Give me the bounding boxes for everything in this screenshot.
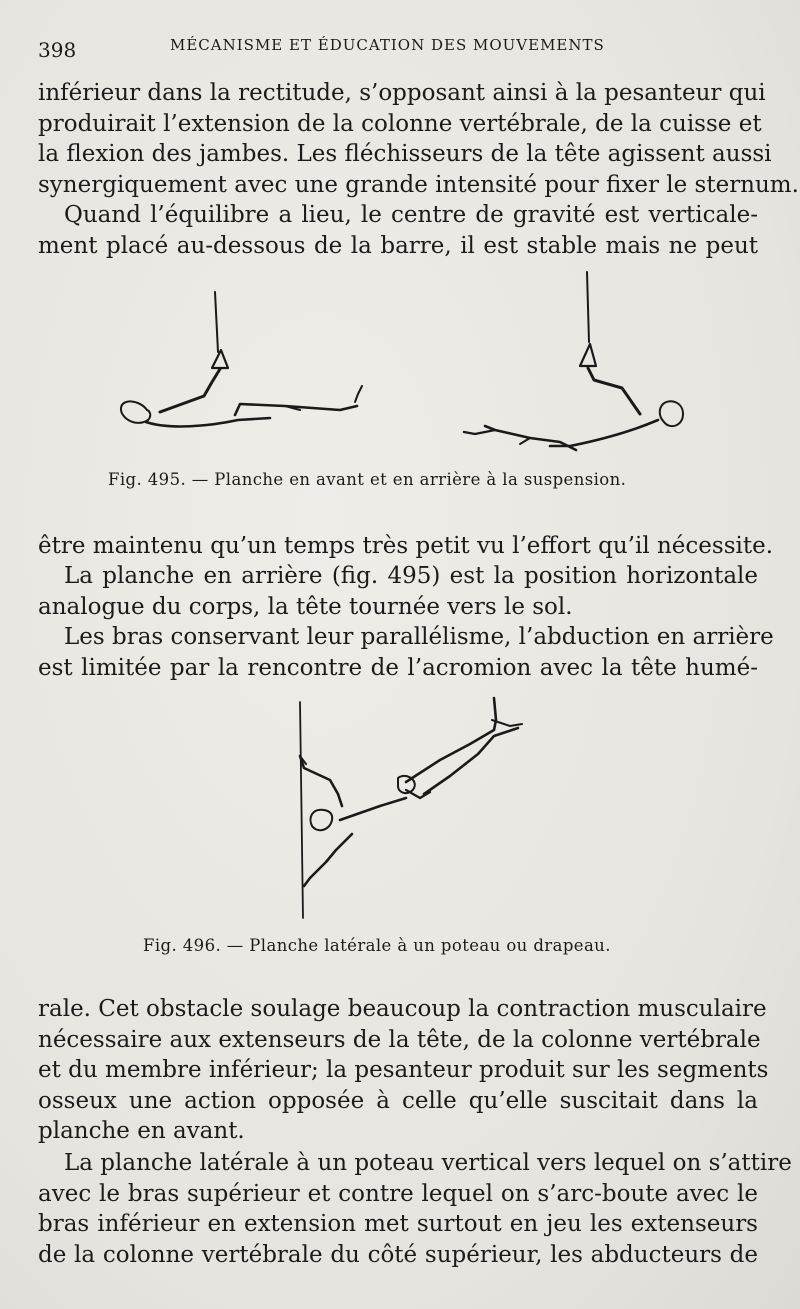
text-line: ment placé au-dessous de la barre, il est stable mais ne peut (38, 232, 758, 259)
paragraph-5 (38, 622, 774, 683)
text-line: avec le bras supérieur et contre lequel on s’arc-boute avec le (38, 1180, 758, 1207)
paragraph-7 (38, 1148, 792, 1270)
text-line: la flexion des jambes. Les fléchisseurs de la tête agissent aussi (38, 141, 772, 167)
text-line: de la colonne vertébrale du côté supérieur, les abducteurs de (38, 1241, 758, 1268)
text-line: planche en avant. (38, 1118, 245, 1144)
figure-495-caption: Fig. 495. — Planche en avant et en arrière à la suspension. (108, 470, 627, 489)
paragraph-1 (38, 78, 799, 200)
figure-496-pole (300, 702, 303, 918)
figure-496-illustration (280, 690, 540, 925)
text-line: être maintenu qu’un temps très petit vu l’effort qu’il nécessite. (38, 533, 774, 559)
text-line: produirait l’extension de la colonne vertébrale, de la cuisse et (38, 110, 762, 137)
text-line: inférieur dans la rectitude, s’opposant ainsi à la pesanteur qui (38, 80, 766, 106)
figure-495-front-plank (121, 292, 362, 426)
page-number: 398 (38, 38, 77, 62)
text-line: est limitée par la rencontre de l’acromion avec la tête humé- (38, 654, 758, 681)
text-line: rale. Cet obstacle soulage beaucoup la contraction musculaire (38, 996, 767, 1022)
text-line: et du membre inférieur; la pesanteur produit sur les segments (38, 1057, 769, 1083)
text-line: Quand l’équilibre a lieu, le centre de gravité est verticale- (64, 202, 758, 228)
paragraph-4 (38, 561, 758, 622)
text-line: synergiquement avec une grande intensité pour fixer le sternum. (38, 171, 799, 198)
text-line: La planche en arrière (fig. 495) est la position horizontale (64, 563, 758, 589)
paragraph-2 (38, 200, 758, 261)
text-line: nécessaire aux extenseurs de la tête, de la colonne vertébrale (38, 1026, 761, 1053)
text-line: osseux une action opposée à celle qu’elle suscitait dans la (38, 1087, 758, 1114)
text-line: Les bras conservant leur parallélisme, l’abduction en arrière (64, 624, 774, 650)
running-title: MÉCANISME ET ÉDUCATION DES MOUVEMENTS (170, 36, 605, 54)
figure-495-back-plank (464, 272, 683, 450)
paragraph-3 (38, 531, 774, 562)
text-line: analogue du corps, la tête tournée vers le sol. (38, 593, 573, 620)
text-line: La planche latérale à un poteau vertical vers lequel on s’attire (64, 1150, 792, 1176)
paragraph-6 (38, 994, 769, 1147)
figure-495-illustration (100, 270, 720, 460)
page-header (38, 34, 758, 64)
figure-496-side-plank (300, 698, 522, 886)
figure-496-caption: Fig. 496. — Planche latérale à un poteau ou drapeau. (143, 936, 611, 955)
text-line: bras inférieur en extension met surtout en jeu les extenseurs (38, 1211, 758, 1237)
